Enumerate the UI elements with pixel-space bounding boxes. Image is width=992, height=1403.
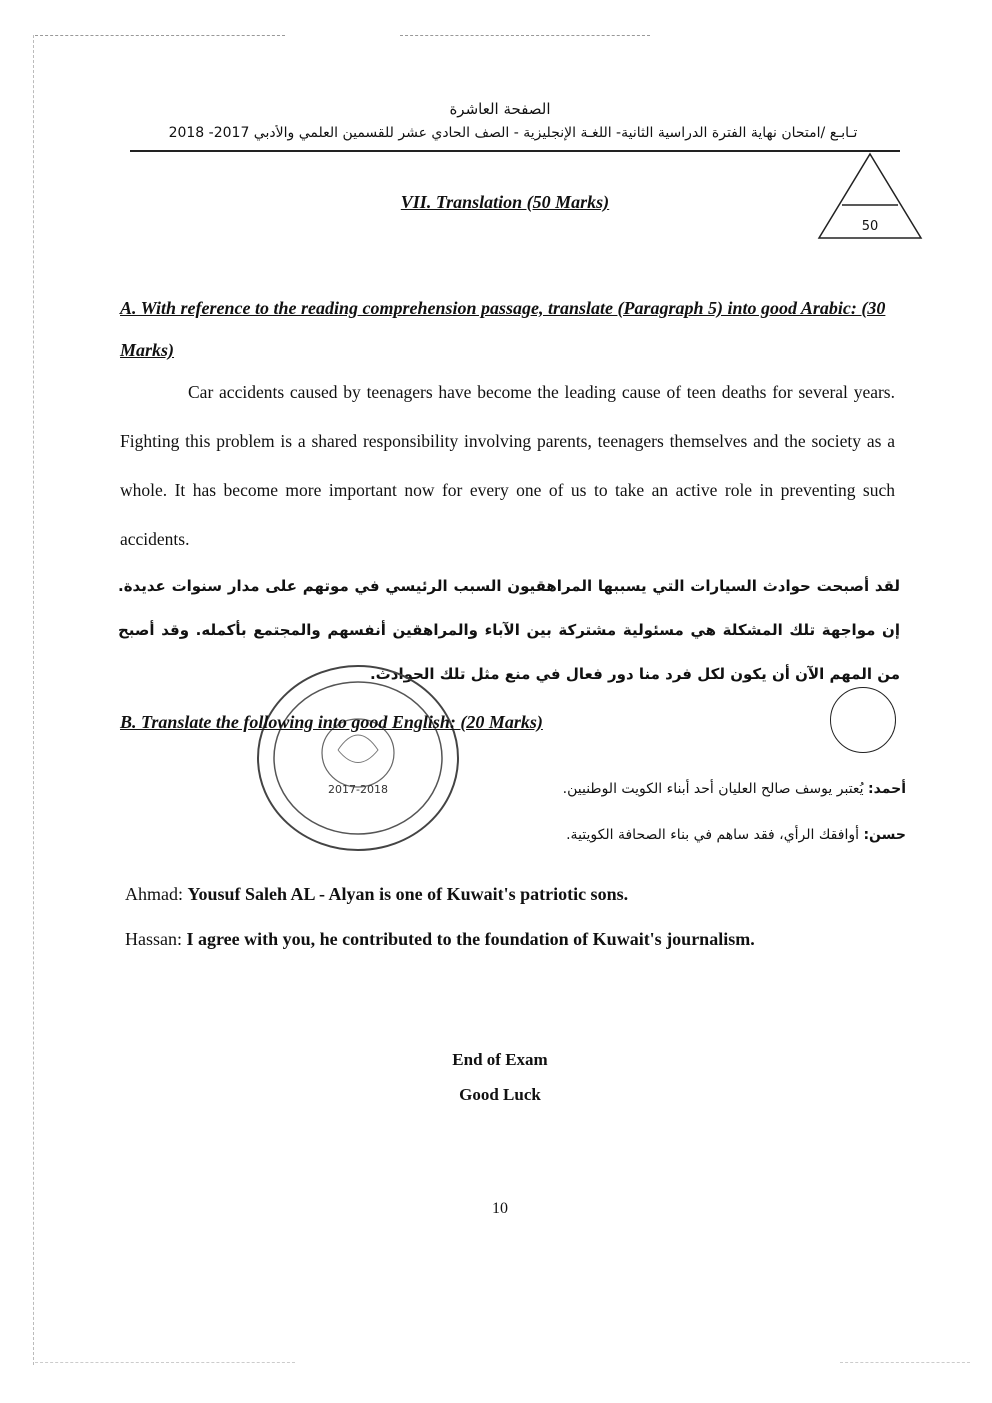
- dialogue-text-en-2: I agree with you, he contributed to the foundation of Kuwait's journalism.: [186, 929, 755, 949]
- speaker-hassan-en: Hassan:: [125, 929, 182, 949]
- good-luck: Good Luck: [459, 1085, 541, 1104]
- dialogue-text-en-1: Yousuf Saleh AL - Alyan is one of Kuwait's patriotic sons.: [187, 884, 629, 904]
- header-rule: [130, 150, 900, 152]
- marks-circle: [830, 687, 896, 753]
- bottom-scan-line: [35, 1362, 295, 1363]
- part-b-instruction: B. Translate the following into good English: (20 Marks): [120, 712, 543, 732]
- speaker-ahmad-ar: أحمد:: [868, 781, 906, 797]
- arabic-translation: لقد أصبحت حوادث السيارات التي يسببها المراهقيون السبب الرئيسي في موتهم على مدار سنوات عديدة. إن مواجهة تلك المشكلة هي مسئولية مشتركة بين الآباء والمراهقين أنفسهم والمجتمع بأكمله. وقد أصبح من المهم الآن أن يكون لكل فرد منا دور فعال في منع مثل تلك الحوادث.: [118, 577, 900, 683]
- stamp-years: 2017-2018: [328, 783, 388, 796]
- top-scan-line-right: [400, 35, 650, 36]
- dialogue-text-ar-2: أوافقك الرأي، فقد ساهم في بناء الصحافة الكويتية.: [566, 827, 859, 843]
- english-dialogue-line-1: [125, 884, 628, 905]
- reading-passage: Car accidents caused by teenagers have become the leading cause of teen deaths for several years. Fighting this problem is a shared responsibility involving parents, teenagers themselves and the society as a whole. It has become more important now for every one of us to take an active role in preventing such accidents.: [120, 382, 895, 549]
- speaker-hassan-ar: حسن:: [863, 827, 906, 843]
- english-dialogue-line-2: [125, 929, 755, 950]
- speaker-ahmad-en: Ahmad:: [125, 884, 183, 904]
- arabic-dialogue-line-1: [420, 781, 906, 797]
- dialogue-text-ar-1: يُعتبر يوسف صالح العليان أحد أبناء الكويت الوطنيين.: [562, 781, 864, 797]
- page-title-arabic: الصفحة العاشرة: [449, 100, 551, 118]
- section-title: VII. Translation (50 Marks): [400, 192, 610, 212]
- exam-header-line: تـابـع /امتحان نهاية الفترة الدراسية الثانية- اللغـة الإنجليزية - الصف الحادي عشر للقسمين العلمي والأدبي 2017- 2018: [168, 125, 858, 141]
- arabic-dialogue-line-2: [420, 827, 906, 843]
- top-scan-line: [35, 35, 285, 36]
- marks-triangle: [815, 150, 925, 242]
- marks-total: 50: [861, 219, 879, 234]
- left-scan-edge: [33, 35, 34, 1365]
- page-number: 10: [492, 1200, 508, 1217]
- end-of-exam: End of Exam: [452, 1050, 548, 1069]
- bottom-scan-line-right: [840, 1362, 970, 1363]
- part-a-instruction: A. With reference to the reading comprehension passage, translate (Paragraph 5) into good Arabic: (30 Marks): [120, 298, 886, 360]
